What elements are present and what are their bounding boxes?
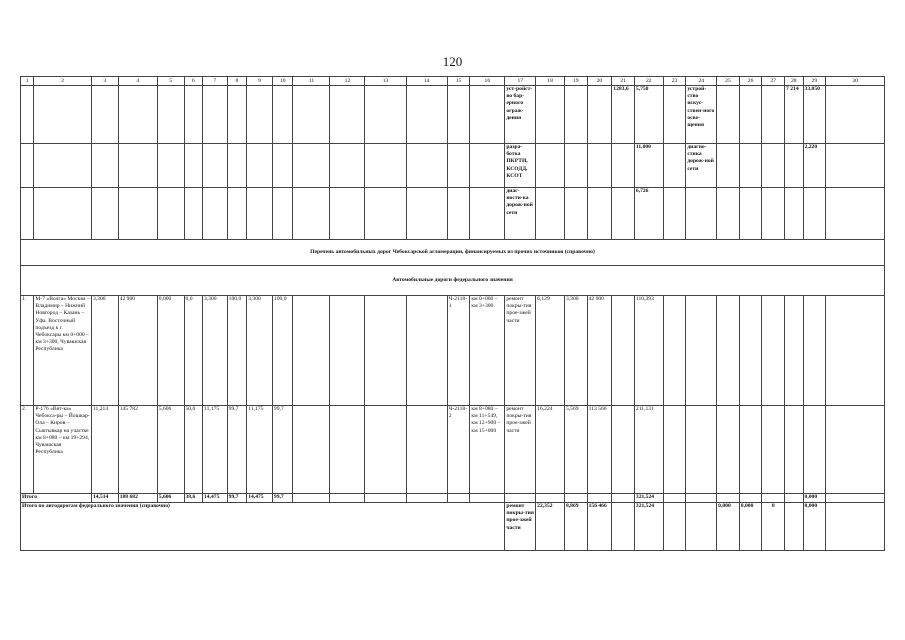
work-type-cell: уст-ройст-во бар-ерного ограж-дения	[505, 86, 536, 144]
col-num: 12	[330, 77, 365, 86]
col-num: 29	[803, 77, 826, 86]
col-num: 16	[470, 77, 505, 86]
grand-total-row	[21, 503, 885, 551]
col-num: 9	[247, 77, 273, 86]
total-row	[21, 494, 885, 503]
value-cell: 14,475	[247, 494, 273, 503]
value-cell: 42 900	[587, 296, 612, 406]
value-cell: 100,0	[272, 296, 293, 406]
value-cell: 50,0	[184, 406, 203, 494]
work-type-cell: диагно-стика дорож-ной сети	[686, 144, 717, 188]
section-title: Перечень автомобильных дорог Чебоксарской агломерации, финансируемых из прочих источников (справочно)	[21, 240, 885, 266]
col-num: 30	[826, 77, 885, 86]
value-cell: 3,300	[564, 296, 587, 406]
road-financing-table	[20, 76, 885, 551]
col-num: 19	[564, 77, 587, 86]
work-type-cell: ремонт покры-тия прое-зжей части	[505, 296, 536, 406]
value-cell: 14,514	[91, 494, 118, 503]
value-cell: 113 566	[587, 406, 612, 494]
col-num: 27	[762, 77, 785, 86]
road-section: км 8+080 – км 11+549, км 12+900 – км 15+000	[470, 406, 505, 494]
table-row	[21, 406, 885, 494]
value-cell: 7 214	[785, 86, 804, 144]
value-cell: 38,6	[184, 494, 203, 503]
table-row	[21, 188, 885, 240]
object-code: Ч-2118-1	[447, 296, 470, 406]
value-cell: 1283,6	[612, 86, 635, 144]
value-cell: 100,0	[227, 296, 247, 406]
col-num: 17	[505, 77, 536, 86]
value-cell: 8,869	[564, 503, 587, 551]
col-num: 14	[406, 77, 447, 86]
col-num: 23	[663, 77, 686, 86]
table-row	[21, 86, 885, 144]
col-num: 7	[203, 77, 228, 86]
row-number: 2.	[21, 406, 34, 494]
col-num: 15	[447, 77, 470, 86]
value-cell: 321,524	[634, 494, 663, 503]
value-cell: 0,000	[717, 503, 740, 551]
value-cell: 0,0	[184, 296, 203, 406]
col-num: 22	[634, 77, 663, 86]
col-num: 1	[21, 77, 34, 86]
value-cell: 0,000	[739, 503, 762, 551]
section-title-row	[21, 240, 885, 266]
col-num: 21	[612, 77, 635, 86]
value-cell: 211,131	[634, 406, 663, 494]
value-cell: 11,000	[634, 144, 663, 188]
grand-total-label: Итого по автодорогам федерального значения (справочно)	[21, 503, 505, 551]
value-cell: 11,175	[203, 406, 228, 494]
col-num: 11	[293, 77, 330, 86]
value-cell: 5,606	[157, 494, 184, 503]
value-cell: 188 682	[118, 494, 157, 503]
work-type-cell: диаг-ности-ка дорож-ной сети	[505, 188, 536, 240]
value-cell: 0	[762, 503, 785, 551]
value-cell: 2,220	[803, 144, 826, 188]
value-cell: 99,7	[272, 494, 293, 503]
value-cell: 11,175	[247, 406, 273, 494]
value-cell: 0,000	[803, 503, 826, 551]
col-num: 13	[365, 77, 406, 86]
value-cell: 33,050	[803, 86, 826, 144]
value-cell: 3,300	[247, 296, 273, 406]
value-cell: 145 782	[118, 406, 157, 494]
subsection-title-row	[21, 266, 885, 296]
col-num: 10	[272, 77, 293, 86]
row-number: 1.	[21, 296, 34, 406]
value-cell: 99,7	[227, 494, 247, 503]
value-cell: 16,224	[536, 406, 565, 494]
value-cell: 0,000	[157, 296, 184, 406]
value-cell: 156 466	[587, 503, 612, 551]
value-cell: 5,569	[564, 406, 587, 494]
value-cell: 5,606	[157, 406, 184, 494]
value-cell: 0,000	[803, 494, 826, 503]
value-cell: 110,393	[634, 296, 663, 406]
col-num: 5	[157, 77, 184, 86]
road-section: км 0+000 – км 3+300	[470, 296, 505, 406]
value-cell: 99,7	[272, 406, 293, 494]
table-row	[21, 296, 885, 406]
value-cell: 99,7	[227, 406, 247, 494]
page-number: 120	[442, 54, 463, 69]
value-cell: 11,214	[91, 406, 118, 494]
road-name: М-7 «Волга» Москва – Владимир – Нижний Новгород – Казань – Уфа. Восточный подъезд к г. Чебоксары км 0+000 – км 3+300, Чувашская Республика	[34, 296, 92, 406]
col-num: 8	[227, 77, 247, 86]
object-code: Ч-2118-2	[447, 406, 470, 494]
value-cell: 6,726	[634, 188, 663, 240]
work-type-cell: ремонт покры-тия прое-зжей части	[505, 406, 536, 494]
col-num: 4	[118, 77, 157, 86]
col-num: 26	[739, 77, 762, 86]
col-num: 18	[536, 77, 565, 86]
road-name: Р-176 «Вят-ка» Чебокса-ры – Йошкар-Ола – Киров – Сыктывкар на участке км 8+080 – км 19+294, Чувашская Республика	[34, 406, 92, 494]
col-num: 2	[34, 77, 92, 86]
col-num: 6	[184, 77, 203, 86]
work-type-cell: разра-ботка ПКРТИ, КСОДД, КСОТ	[505, 144, 536, 188]
value-cell: 14,475	[203, 494, 228, 503]
subsection-title: Автомобильные дороги федерального значения	[21, 266, 885, 296]
value-cell: 42 900	[118, 296, 157, 406]
col-num: 24	[686, 77, 717, 86]
value-cell: 3,300	[203, 296, 228, 406]
work-type-cell: ремонт покры-тия прое-зжей части	[505, 503, 536, 551]
column-number-row	[21, 77, 885, 86]
col-num: 28	[785, 77, 804, 86]
total-label: Итого	[21, 494, 92, 503]
value-cell: 321,524	[634, 503, 663, 551]
table-row	[21, 144, 885, 188]
col-num: 3	[91, 77, 118, 86]
value-cell: 5,750	[634, 86, 663, 144]
work-type-cell: устрой-ство искус-ствен-ного осве-щения	[686, 86, 717, 144]
value-cell: 22,352	[536, 503, 565, 551]
col-num: 20	[587, 77, 612, 86]
col-num: 25	[717, 77, 740, 86]
value-cell: 3,300	[91, 296, 118, 406]
value-cell: 6,129	[536, 296, 565, 406]
